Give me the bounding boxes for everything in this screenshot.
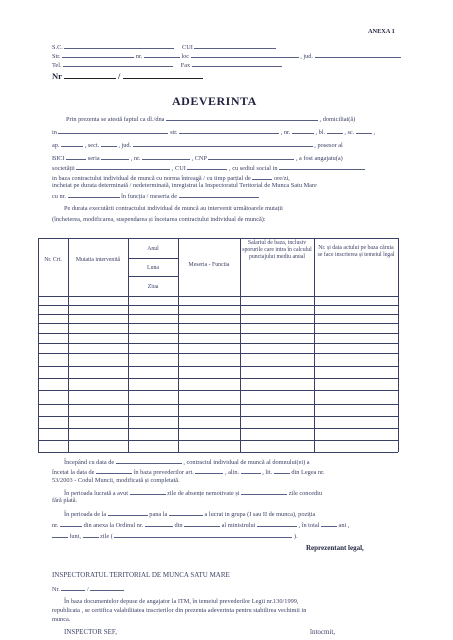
cui-field[interactable] <box>194 42 276 49</box>
nr-label: nr. <box>135 53 143 60</box>
cui-label: CUI <box>182 44 193 51</box>
sc-label: S.C. <box>52 44 63 51</box>
jud-field[interactable] <box>315 51 401 58</box>
itm-paragraph-2: republicata , se certifica valabilitatea inscrierilor din prezenta adeverinta pentru stabilirea vechimii in <box>52 607 307 614</box>
drafted-by-label: întocmit, <box>310 628 336 636</box>
body-text: ore/zi, <box>273 175 290 182</box>
after-line-1 <box>64 457 310 467</box>
after-text: zile ( <box>100 533 113 540</box>
after-text: , lit. <box>262 469 273 476</box>
fax-field[interactable] <box>192 60 282 67</box>
street-field[interactable] <box>179 127 279 134</box>
th-nr: Nr. Crt. <box>44 257 62 263</box>
stair-field[interactable] <box>356 127 372 134</box>
nr-doc-field[interactable] <box>64 72 116 79</box>
sc-field[interactable] <box>64 42 174 49</box>
date-doc-field[interactable] <box>123 72 203 79</box>
after-text: nr. <box>52 522 59 529</box>
body-text: , cu sediul social in <box>229 165 278 172</box>
after-text: zile de absențe nemotivate și <box>167 490 240 497</box>
after-text: al ministrului <box>221 522 256 529</box>
number-field[interactable] <box>292 127 314 134</box>
body-line-7: incheiat pe durata determinată / nedeterminată, inregistrat la Inspectoratul Teritorial de Munca Satu Mare <box>52 182 317 189</box>
body-text: in baza contractului individual de muncă cu norma întreagă / cu timp parțial de <box>52 175 251 182</box>
body-line-5 <box>52 163 365 173</box>
body-text: , <box>373 129 376 136</box>
body-text: , nr. <box>280 129 291 136</box>
itm-paragraph-1: În baza documentelor depuse de angajator la ITM, în temeiul prevederilor Legii nr.130/1999, <box>64 598 299 605</box>
body-line-10: (încheierea, modificarea, suspendarea și încetarea contractului individual de muncă): <box>52 216 266 223</box>
tel-field[interactable] <box>63 60 173 67</box>
after-text: în baza prevederilor art. <box>133 469 194 476</box>
itm-nr-label: Nr. <box>52 586 60 593</box>
period-from-field[interactable] <box>108 509 148 516</box>
body-text: , CNP <box>191 155 207 162</box>
after-text: din anexa la Ordinul nr. <box>83 522 144 529</box>
after-text: a lucrat in grupa (I sau II de munca), poziția <box>204 511 316 518</box>
years-field[interactable] <box>321 520 337 527</box>
body-line-2 <box>52 127 375 137</box>
county-field[interactable] <box>133 140 313 147</box>
letter-field[interactable] <box>274 467 290 474</box>
th-salariul: Salariul de baza, inclusiv sporurile care intra în calculul punctajului mediu anual <box>242 240 312 260</box>
after-line-8 <box>52 531 298 541</box>
body-text: , bl. <box>315 129 326 136</box>
body-line-3 <box>52 140 343 150</box>
body-text: societății <box>52 165 75 172</box>
body-text: BICI <box>52 155 65 162</box>
nr-field[interactable] <box>144 51 180 58</box>
company-field[interactable] <box>76 163 170 170</box>
nr-doc-label: Nr <box>52 71 62 81</box>
end-date-field[interactable] <box>96 467 132 474</box>
id-number-field[interactable] <box>142 153 190 160</box>
after-text: luni, <box>69 533 81 540</box>
after-text: ani , <box>338 522 350 529</box>
after-text: , alin. <box>224 469 240 476</box>
th-meseria: Meseria - Functia <box>188 262 230 268</box>
after-text: , în total <box>298 522 320 529</box>
absences-field[interactable] <box>130 488 166 495</box>
after-line-5: fără plată. <box>52 497 78 504</box>
th-nrdata: Nr. și data actului pe baza căruia se face inscrierea și temeiul legal <box>317 245 395 258</box>
annex-label: ANEXA 1 <box>368 28 395 35</box>
after-text: din <box>174 522 183 529</box>
paragraph-field[interactable] <box>241 467 261 474</box>
chief-inspector-label: INSPECTOR SEF, <box>64 628 117 636</box>
after-text: din Legea nr. <box>291 469 325 476</box>
apartment-field[interactable] <box>61 140 83 147</box>
body-text: ap. <box>52 142 60 149</box>
contact-line <box>52 60 282 70</box>
tel-label: Tel. <box>52 62 62 69</box>
period-to-field[interactable] <box>169 509 203 516</box>
jud-label: , jud. <box>300 53 314 60</box>
article-field[interactable] <box>195 467 223 474</box>
str-field[interactable] <box>62 51 134 58</box>
th-ziua: Ziua <box>147 284 159 290</box>
body-text: , sect. <box>84 142 100 149</box>
after-line-6 <box>64 509 315 519</box>
str-label: Str. <box>52 53 61 60</box>
body-text: , sc. <box>344 129 355 136</box>
body-line-1 <box>66 114 355 124</box>
order-date-field[interactable] <box>184 520 220 527</box>
body-text: cu nr. <box>52 193 66 200</box>
sector-field[interactable] <box>101 140 117 147</box>
body-text: , posesor al <box>314 142 343 149</box>
months-field[interactable] <box>52 531 68 538</box>
after-text: , contractul individual de muncă al domnului(ei) a <box>183 459 310 466</box>
company-cui-field[interactable] <box>187 163 227 170</box>
itm-date-field[interactable] <box>90 584 124 591</box>
locality-field[interactable] <box>58 127 168 134</box>
after-text: zile concediu <box>288 490 323 497</box>
after-text: ). <box>294 533 298 540</box>
loc-field[interactable] <box>191 51 299 58</box>
start-date-field[interactable] <box>116 457 182 464</box>
body-text: Prin prezenta se atestă faptul ca dl./dna <box>66 116 165 123</box>
after-text: pana la <box>149 511 168 518</box>
body-text: , nr. <box>130 155 141 162</box>
itm-slash: / <box>87 586 89 593</box>
after-text: În perioada lucrată a avut <box>64 490 128 497</box>
body-text: în funcția / meseria de <box>121 193 178 200</box>
nr-doc-slash: / <box>118 71 121 81</box>
body-text: , jud. <box>118 142 132 149</box>
unpaid-leave-field[interactable] <box>241 488 287 495</box>
body-line-4 <box>52 153 343 163</box>
document-number-line <box>52 72 203 81</box>
th-anul: Anul <box>147 246 159 252</box>
after-text: Începând cu data de <box>64 459 115 466</box>
document-title: ADEVERINTA <box>172 94 257 108</box>
position-field[interactable] <box>179 191 259 198</box>
id-type-field[interactable] <box>66 153 86 160</box>
body-line-8 <box>52 191 259 201</box>
fax-label: Fax <box>180 62 191 69</box>
after-line-2 <box>52 467 324 477</box>
minister-field[interactable] <box>257 520 297 527</box>
body-text: in <box>52 129 57 136</box>
legal-representative-label: Reprezentant legal, <box>306 544 364 552</box>
th-luna: Luna <box>147 265 159 271</box>
itm-paragraph-3: munca. <box>52 616 71 623</box>
block-field[interactable] <box>327 127 343 134</box>
after-line-7 <box>52 520 349 530</box>
after-text: În perioada de la <box>64 511 107 518</box>
body-text: , CUI <box>171 165 186 172</box>
after-line-4 <box>64 488 322 498</box>
loc-label: loc <box>181 53 190 60</box>
body-text: , a fost angajatu(a) <box>295 155 343 162</box>
th-mutatia: Mutatia intervenită <box>75 257 121 263</box>
itm-nr-field[interactable] <box>61 584 85 591</box>
body-text: , domiciliat(ă) <box>319 116 356 123</box>
name-field[interactable] <box>166 114 318 121</box>
days-field[interactable] <box>83 531 99 538</box>
id-series-field[interactable] <box>101 153 129 160</box>
body-text: seria <box>87 155 100 162</box>
total-words-field[interactable] <box>114 531 292 538</box>
body-line-9: Pe durata executării contractului individual de muncă au intervenit următoarele mutații <box>64 205 283 212</box>
headquarters-field[interactable] <box>279 163 365 170</box>
itm-title: INSPECTORATUL TERITORIAL DE MUNCA SATU MARE <box>52 571 230 579</box>
itm-number-line <box>52 584 124 594</box>
after-text: încetat la data de <box>52 469 95 476</box>
body-text: str. <box>170 129 178 136</box>
order-nr-field[interactable] <box>145 520 173 527</box>
after-line-3: 53/2003 - Codul Muncii, modificată și completată. <box>52 477 180 484</box>
registration-number-field[interactable] <box>68 191 120 198</box>
position-nr-field[interactable] <box>60 520 82 527</box>
cnp-field[interactable] <box>208 153 294 160</box>
hours-field[interactable] <box>252 173 272 180</box>
